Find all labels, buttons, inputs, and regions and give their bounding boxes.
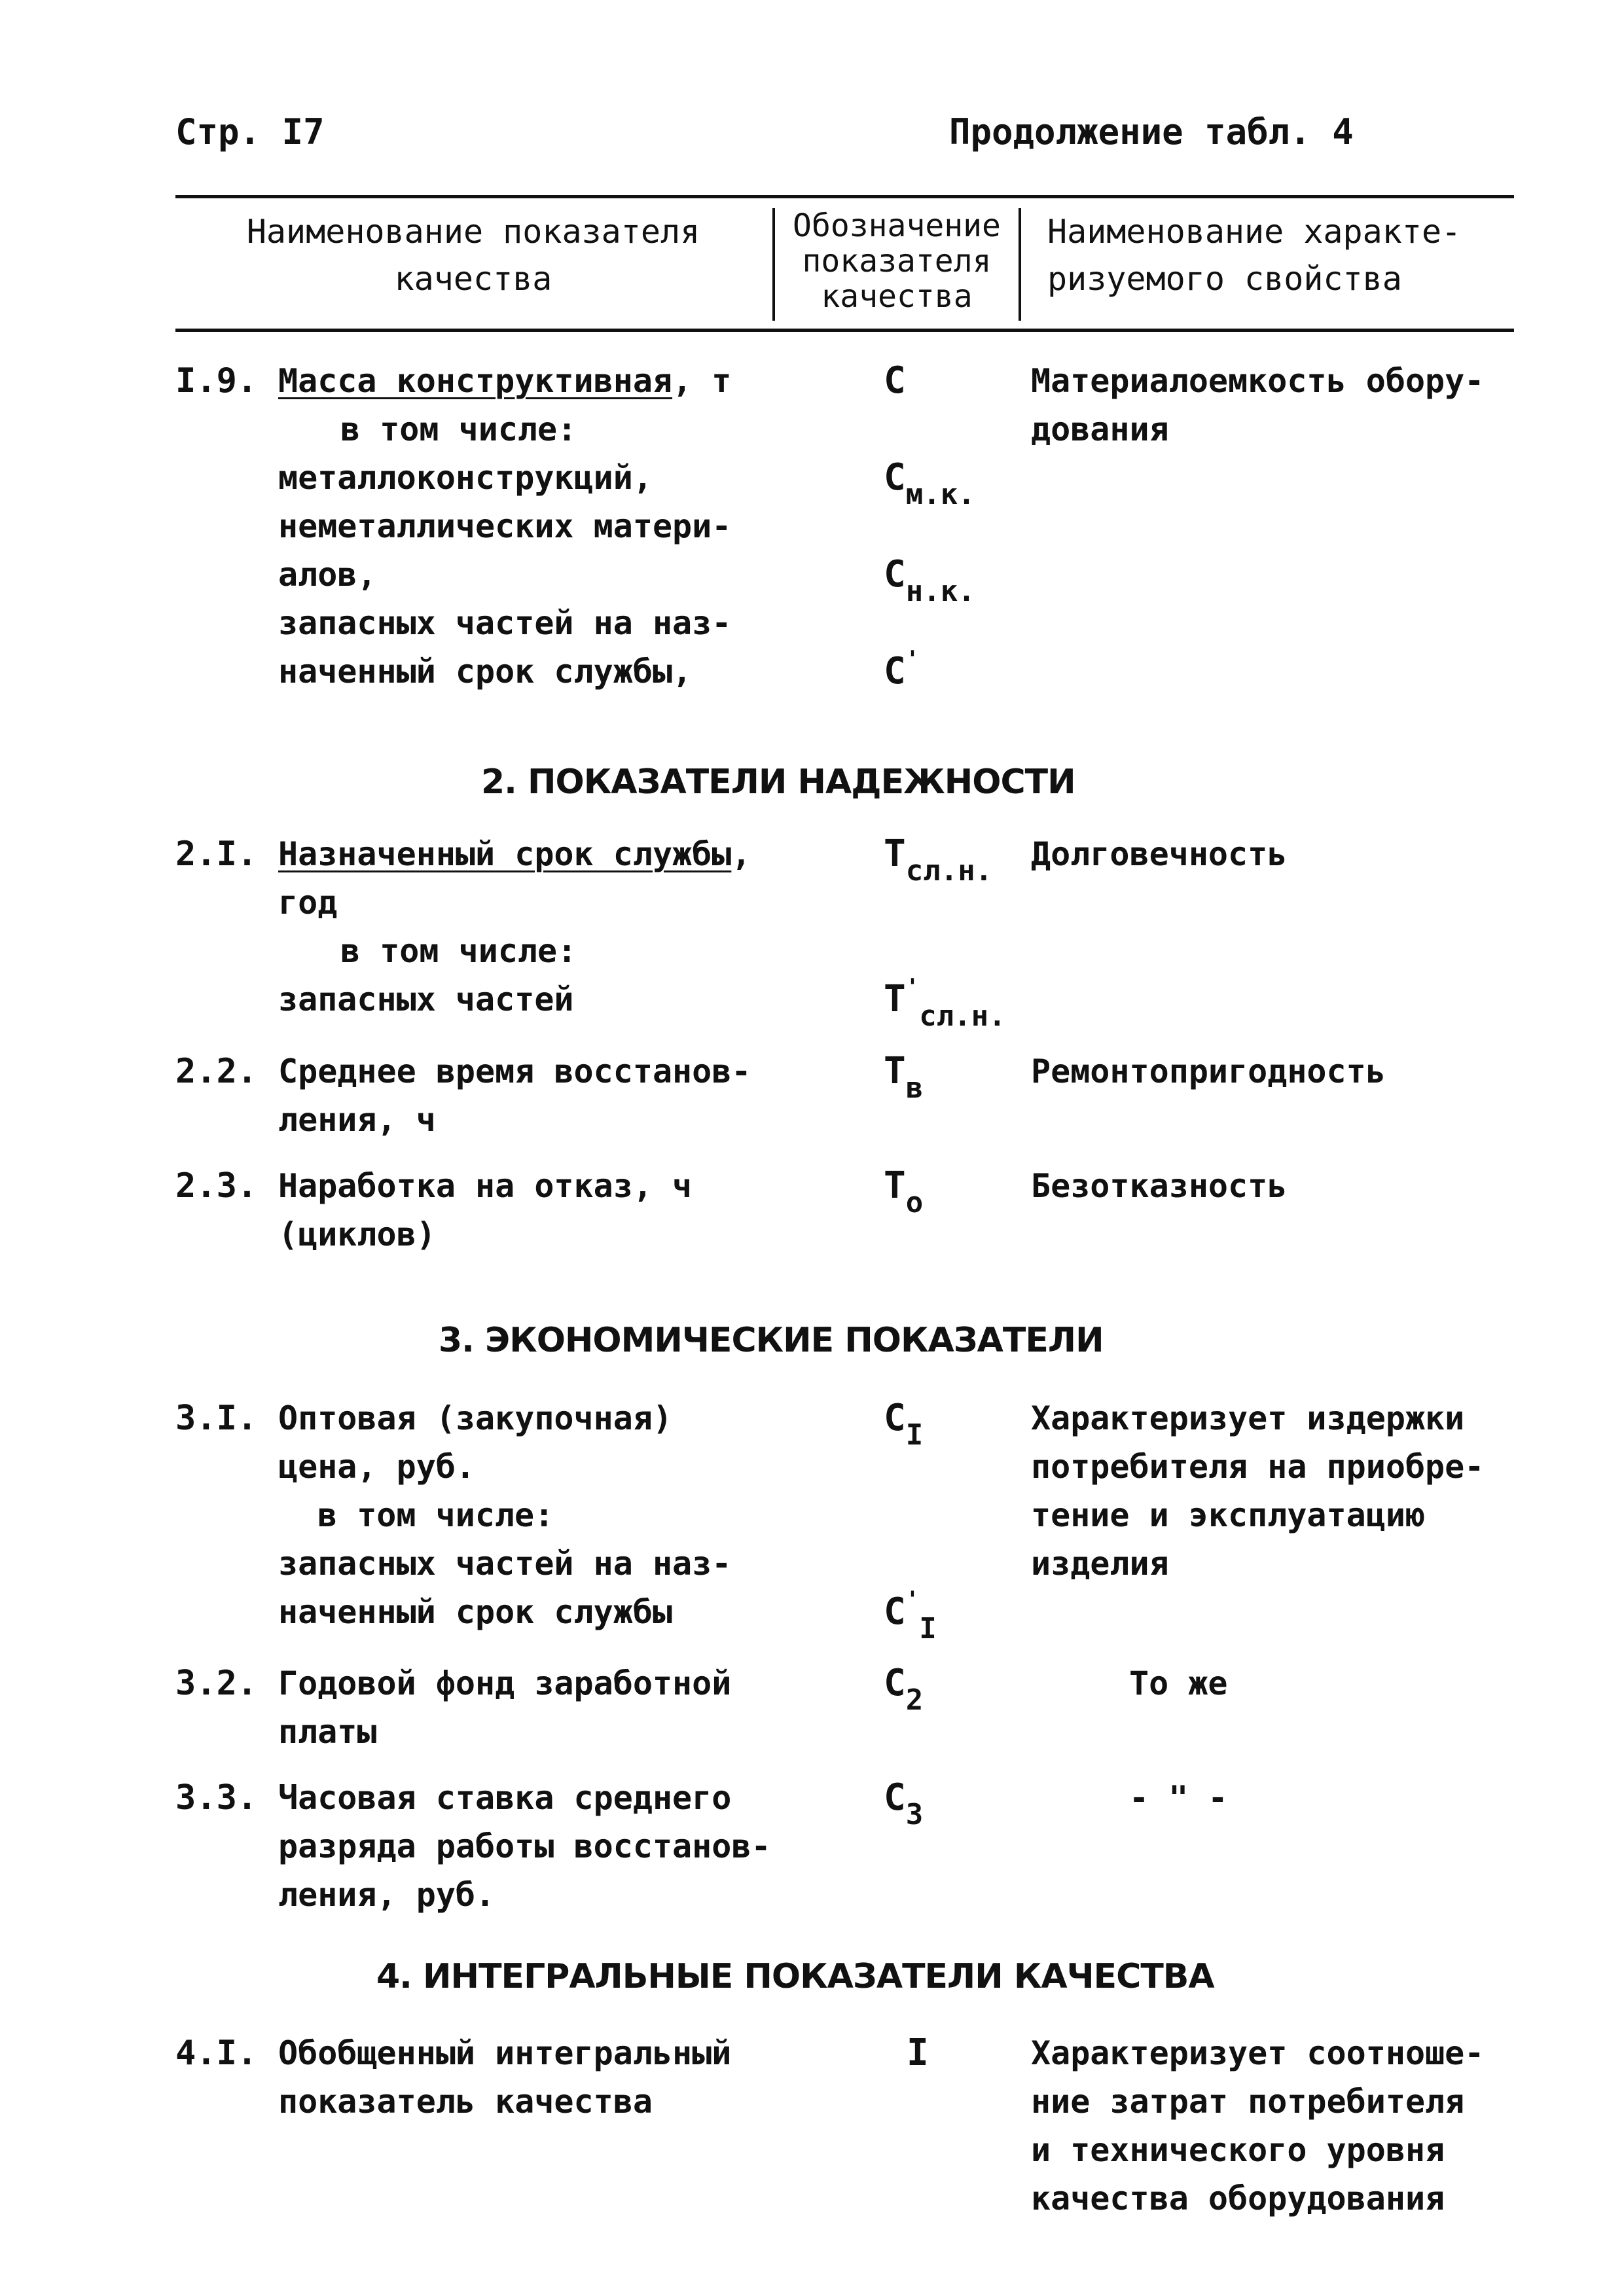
indicator-symbol: $Т_в$ (884, 1050, 924, 1105)
column-header-property-line2: ризуемого свойства (1047, 260, 1402, 298)
column-separator-1 (772, 208, 775, 321)
column-header-symbol-line1: Обозначение (793, 207, 1001, 244)
indicator-line: Оптовая (закупочная) (278, 1399, 673, 1437)
column-header-symbol-line3: качества (821, 278, 973, 315)
section-heading: 3. ЭКОНОМИЧЕСКИЕ ПОКАЗАТЕЛИ (439, 1321, 1104, 1360)
indicator-line: наченный срок службы (278, 1593, 673, 1631)
property-description: То же (1129, 1664, 1228, 1702)
indicator-symbol: $С_{н.к.}$ (884, 553, 975, 608)
indicator-symbol: $С_3$ (884, 1776, 924, 1831)
indicator-line: наченный срок службы, (278, 653, 693, 691)
indicator-symbol: I (907, 2032, 929, 2074)
indicator-name: Наработка на отказ, ч (циклов) (278, 1167, 693, 1253)
indicator-name (278, 357, 731, 405)
property-description: - " - (1129, 1779, 1228, 1817)
indicator-symbol: $С_I$ (884, 1397, 924, 1452)
indicator-symbol: С (884, 359, 906, 402)
indicator-symbol: $Т'_{сл.н.}$ (884, 974, 1006, 1033)
column-header-name-line2: качества (394, 260, 552, 298)
row-number: 3.I. (175, 1399, 258, 1438)
indicator-title-unit: , (731, 835, 751, 873)
column-header-symbol (776, 208, 1017, 314)
property-description: Долговечность (1031, 835, 1288, 873)
row-number: 4.I. (175, 2034, 258, 2073)
row-number: 3.3. (175, 1778, 258, 1818)
section-heading: 2. ПОКАЗАТЕЛИ НАДЕЖНОСТИ (481, 762, 1075, 802)
indicator-name: Среднее время восстанов- ления, ч (278, 1052, 751, 1139)
indicator-symbol: $Т_{сл.н.}$ (884, 833, 993, 888)
column-header-property-line1: Наименование характе- (1047, 213, 1462, 251)
property-description: Ремонтопригодность (1031, 1052, 1386, 1090)
indicator-line: запасных частей (278, 980, 574, 1018)
indicator-symbol: С' (884, 646, 920, 692)
indicator-line: цена, руб. (278, 1448, 476, 1486)
column-header-symbol-line2: показателя (802, 243, 992, 279)
row-number: 3.2. (175, 1664, 258, 1703)
indicator-symbol: $С_{м.к.}$ (884, 456, 975, 511)
property-description: Безотказность (1031, 1167, 1288, 1205)
indicator-title: Назначенный срок службы (278, 835, 732, 873)
row-number: 2.I. (175, 834, 258, 874)
indicator-subheading: в том числе: (340, 932, 577, 970)
section-heading: 4. ИНТЕГРАЛЬНЫЕ ПОКАЗАТЕЛИ КАЧЕСТВА (376, 1957, 1214, 1996)
column-header-name-line1: Наименование показателя (246, 213, 700, 251)
indicator-line: запасных частей на наз- (278, 1545, 732, 1583)
indicator-symbol: $Т_о$ (884, 1164, 924, 1219)
indicator-line: неметаллических матери- (278, 507, 732, 545)
table-continuation-label: Продолжение табл. 4 (949, 111, 1354, 152)
indicator-name (278, 830, 751, 878)
indicator-line: год (278, 884, 338, 922)
indicator-symbol: $С'_I$ (884, 1587, 937, 1645)
column-header-property (1047, 208, 1461, 302)
row-number: 2.2. (175, 1052, 258, 1091)
indicator-name: Обобщенный интегральный показатель качества (278, 2034, 732, 2121)
column-separator-2 (1019, 208, 1021, 321)
indicator-title-unit: , т (672, 362, 732, 400)
row-number: 2.3. (175, 1166, 258, 1206)
table-top-rule (175, 195, 1514, 198)
property-description: Материалоемкость обору- дования (1031, 362, 1485, 448)
indicator-symbol: $С_2$ (884, 1662, 924, 1717)
indicator-name: Годовой фонд заработной платы (278, 1664, 732, 1751)
table-header-rule (175, 329, 1514, 332)
indicator-line: запасных частей на наз- (278, 604, 732, 642)
indicator-subheading: в том числе: (317, 1496, 554, 1534)
property-description: Характеризует издержки потребителя на приобре- тение и эксплуатацию изделия (1031, 1399, 1485, 1583)
column-header-name (175, 208, 771, 302)
indicator-title: Масса конструктивная (278, 362, 673, 400)
property-description: Характеризует соотноше- ние затрат потребителя и технического уровня качества оборудования (1031, 2034, 1485, 2217)
indicator-subheading: в том числе: (340, 410, 577, 448)
page-number: Стр. I7 (175, 111, 325, 152)
indicator-line: металлоконструкций, (278, 459, 653, 497)
indicator-line: алов, (278, 556, 377, 594)
row-number: I.9. (175, 361, 258, 401)
indicator-name: Часовая ставка среднего разряда работы восстанов- ления, руб. (278, 1779, 771, 1914)
